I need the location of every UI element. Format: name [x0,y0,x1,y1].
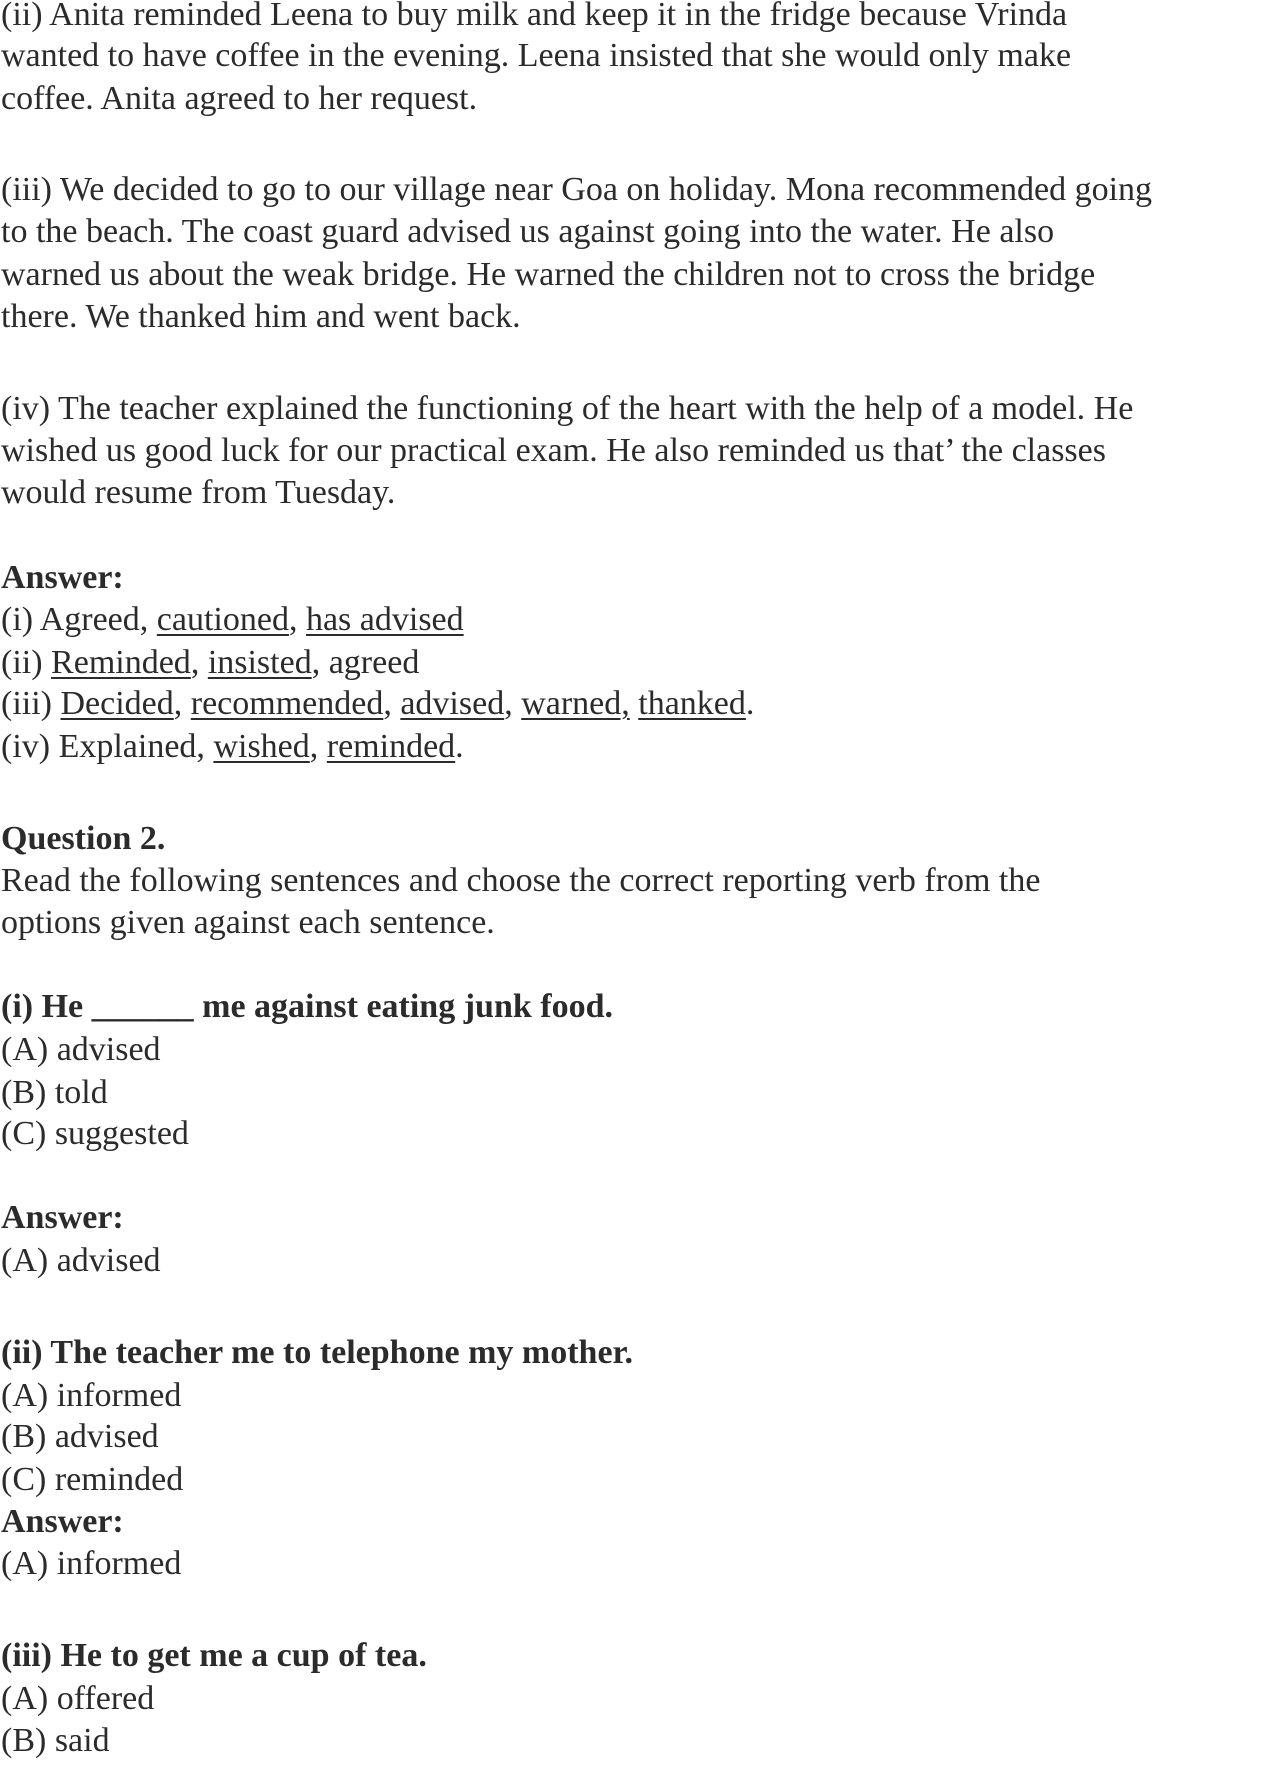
answer-text: (i) Agreed, [1,601,157,638]
underlined-verb: recommended [190,685,384,722]
underlined-verb: cautioned [156,601,289,638]
question-sentence: (i) He ______ me against eating junk food. [1,988,613,1025]
answer-text: . [745,685,755,722]
passage-line: to the beach. The coast guard advised us against going into the water. He also [1,213,1055,250]
answer-text: . [455,728,464,765]
answer-heading: Answer: [1,559,124,596]
underlined-verb: thanked [638,685,746,722]
question-sentence: (ii) The teacher me to telephone my mother. [1,1334,634,1371]
underlined-verb: advised [400,685,505,722]
passage-line: would resume from Tuesday. [1,474,396,511]
option: (A) offered [1,1680,155,1717]
answer-text: , [383,685,401,722]
underlined-verb: wished [213,728,310,765]
answer-text: , [288,601,306,638]
answer-line [1,642,419,684]
answer-text: (iii) [1,685,61,722]
passage-line: there. We thanked him and went back. [1,298,521,335]
answer-text: , [173,685,191,722]
underlined-verb: has advised [305,601,464,638]
answer-heading: Answer: [1,1199,124,1236]
passage-line: wanted to have coffee in the evening. Leena insisted that she would only make [1,37,1072,74]
option: (B) advised [1,1418,159,1455]
answer-text: (A) informed [1,1545,182,1582]
passage-line: warned us about the weak bridge. He warned the children not to cross the bridge [1,256,1096,293]
underlined-verb: Decided [60,685,174,722]
passage-line: coffee. Anita agreed to her request. [1,80,478,117]
answer-line [1,726,464,768]
answer-text: (ii) [1,644,52,681]
option: (C) reminded [1,1461,184,1498]
passage-line: (ii) Anita reminded Leena to buy milk and keep it in the fridge because Vrinda [1,0,1068,33]
option: (B) said [1,1722,110,1759]
option: (C) suggested [1,1115,189,1152]
question-sentence: (iii) He to get me a cup of tea. [1,1637,427,1674]
answer-text [630,685,639,722]
question-title: Question 2. [1,820,166,857]
underlined-verb: reminded [326,728,456,765]
answer-text: , [504,685,522,722]
option: (B) told [1,1074,108,1111]
answer-text: , [309,728,327,765]
passage-line: (iv) The teacher explained the functioning of the heart with the help of a model. He [1,390,1134,427]
passage-line: wished us good luck for our practical exam. He also reminded us that’ the classes [1,432,1106,469]
answer-text: (iv) Explained, [1,728,214,765]
answer-text: (A) advised [1,1242,161,1279]
answer-heading: Answer: [1,1503,124,1540]
underlined-verb: warned, [521,685,630,722]
passage-line: (iii) We decided to go to our village near Goa on holiday. Mona recommended going [1,171,1153,208]
answer-text: , [190,644,208,681]
answer-line [1,599,464,641]
underlined-verb: Reminded [51,644,191,681]
option: (A) informed [1,1377,182,1414]
underlined-verb: insisted [207,644,312,681]
option: (A) advised [1,1031,161,1068]
question-intro: Read the following sentences and choose the correct reporting verb from the [1,862,1041,899]
answer-line [1,683,754,725]
answer-text: , agreed [311,644,420,681]
question-intro: options given against each sentence. [1,904,495,941]
